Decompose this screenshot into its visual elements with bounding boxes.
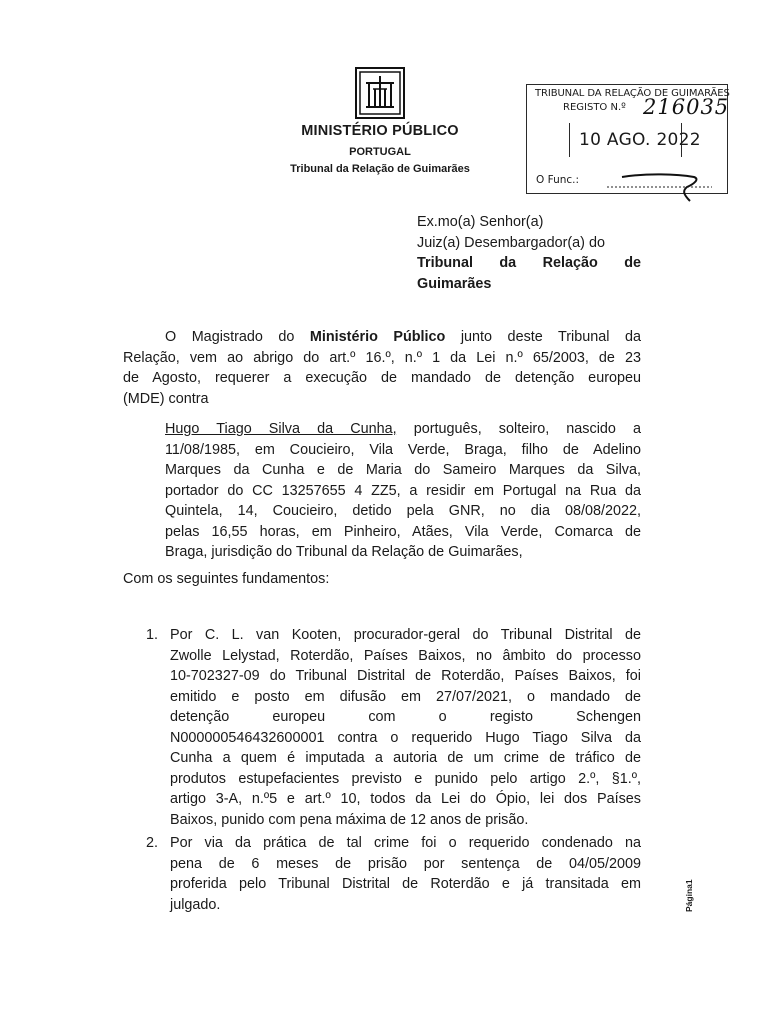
ground-item-line: emitido e posto em difusão em 27/07/2021, o mandado de [170,688,641,705]
subject-name: Hugo Tiago Silva da Cunha, [165,421,397,437]
subject-paragraph [165,419,641,563]
header-title: MINISTÉRIO PÚBLICO [301,123,459,139]
subject-line: 11/08/1985, em Coucieiro, Vila Verde, Braga, filho de Adelino [165,441,641,458]
subject-line: Marques da Cunha e de Maria do Sameiro Marques da Silva, [165,462,641,478]
ground-item-line: julgado. [170,896,221,913]
addressee-court: Tribunal da Relação de [417,255,641,271]
stamp-registo-number: 216035 [643,95,730,119]
registry-stamp [526,84,728,194]
stamp-func-label: O Func.: [536,174,580,186]
addressee-block [417,212,641,294]
intro-line: O Magistrado do Ministério Público junto deste Tribunal da [165,329,641,345]
intro-line: de Agosto, requerer a execução de mandado de detenção europeu [123,370,641,386]
ground-item-line: N000000546432600001 contra o requerido Hugo Tiago Silva da [170,729,641,746]
stamp-court: TRIBUNAL DA RELAÇÃO DE GUIMARÃES [535,88,730,99]
subject-line: pelas 16,55 horas, em Pinheiro, Atães, Vila Verde, Comarca de [165,523,641,540]
page-number-label: Página1 [684,879,694,912]
signature-icon [602,165,722,205]
ground-item-line: Por C. L. van Kooten, procurador-geral do Tribunal Distrital de [170,627,641,643]
ground-item-line: 10-702327-09 do Tribunal Distrital de Roterdão, Países Baixos, foi [170,668,641,684]
grounds-intro: Com os seguintes fundamentos: [123,571,330,587]
ground-item-line: Por via da prática de tal crime foi o requerido condenado na [170,835,641,851]
ground-item-line: detenção europeu com o registo Schengen [170,709,641,725]
header-country: PORTUGAL [349,146,411,158]
ground-item-text [170,625,641,830]
ground-item-line: artigo 3-A, n.º5 e art.º 10, todos da Lei do Ópio, lei dos Países [170,791,641,807]
intro-line: (MDE) contra [123,390,209,407]
ground-item-number: 2. [146,835,159,851]
ground-item-line: Zwolle Lelystad, Roterdão, Países Baixos, no âmbito do processo [170,647,641,664]
stamp-registo-label: REGISTO N.º [563,102,626,113]
ministerio-publico-logo-icon [355,67,405,119]
subject-line: portador do CC 13257655 4 ZZ5, a residir em Portugal na Rua da [165,482,641,499]
ground-item-line: Cunha a quem é imputada a autoria de um crime de tráfico de [170,750,641,766]
ground-item-text [170,833,641,915]
ground-item-line: produtos estupefacientes previsto e punido pelo artigo 2.º, §1.º, [170,770,641,787]
subject-line: Hugo Tiago Silva da Cunha, português, solteiro, nascido a [165,421,641,437]
intro-line: Relação, vem ao abrigo do art.º 16.º, n.º 1 da Lei n.º 65/2003, de 23 [123,349,641,366]
header-court: Tribunal da Relação de Guimarães [290,163,470,175]
ground-item-line: Baixos, punido com pena máxima de 12 anos de prisão. [170,811,529,828]
addressee-line: Juiz(a) Desembargador(a) do [417,234,605,251]
addressee-line: Ex.mo(a) Senhor(a) [417,214,544,230]
addressee-city: Guimarães [417,275,492,292]
intro-paragraph [123,327,641,409]
ground-item-line: pena de 6 meses de prisão por sentença de 04/05/2009 [170,855,641,872]
ministerio-publico-text: Ministério Público [309,329,446,345]
stamp-date: 10 AGO. 2022 [579,130,701,150]
subject-line: Braga, jurisdição do Tribunal da Relação de Guimarães, [165,544,523,560]
ground-item-number: 1. [146,627,159,643]
subject-line: Quintela, 14, Coucieiro, detido pela GNR, no dia 08/08/2022, [165,503,641,519]
ground-item-line: proferida pelo Tribunal Distrital de Roterdão e já transitada em [170,876,641,892]
